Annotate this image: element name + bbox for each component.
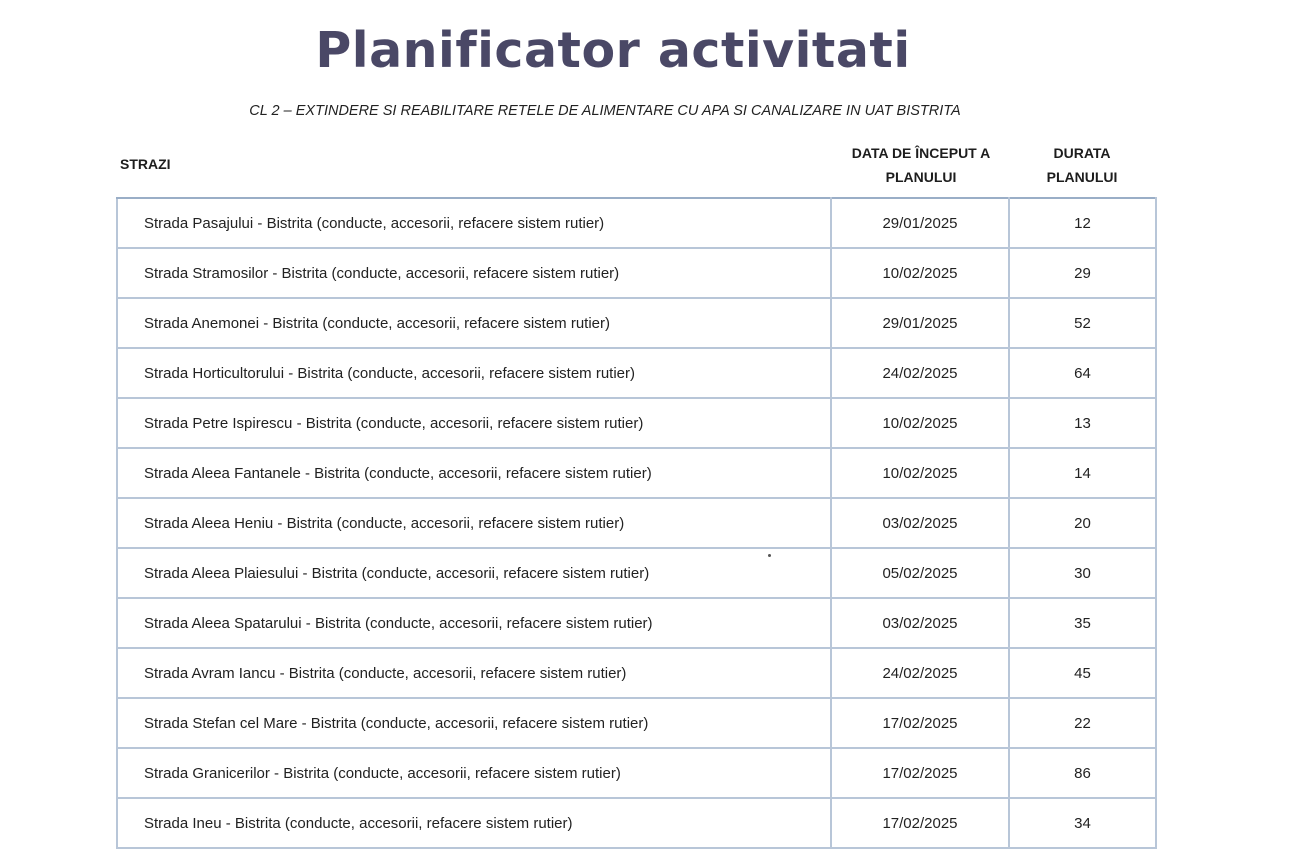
cell-strada: Strada Aleea Heniu - Bistrita (conducte, accesorii, refacere sistem rutier)	[117, 498, 831, 548]
cell-durata: 29	[1009, 248, 1156, 298]
cell-data-inceput: 17/02/2025	[831, 698, 1009, 748]
cell-strada: Strada Pasajului - Bistrita (conducte, accesorii, refacere sistem rutier)	[117, 198, 831, 248]
cell-durata: 12	[1009, 198, 1156, 248]
cell-durata: 13	[1009, 398, 1156, 448]
table-row	[117, 198, 1156, 248]
column-header-strazi-label: STRAZI	[120, 156, 171, 172]
table-row	[117, 748, 1156, 798]
table-row	[117, 448, 1156, 498]
activity-table-body	[117, 198, 1156, 848]
cell-strada: Strada Petre Ispirescu - Bistrita (conducte, accesorii, refacere sistem rutier)	[117, 398, 831, 448]
cell-durata: 45	[1009, 648, 1156, 698]
column-header-data-line1: DATA DE ÎNCEPUT A	[851, 145, 991, 161]
column-header-durata	[1010, 141, 1154, 189]
cell-data-inceput: 10/02/2025	[831, 448, 1009, 498]
cell-data-inceput: 24/02/2025	[831, 348, 1009, 398]
cell-data-inceput: 03/02/2025	[831, 498, 1009, 548]
column-header-durata-line1: DURATA	[1053, 145, 1111, 161]
column-header-strazi	[120, 152, 171, 176]
cell-strada: Strada Horticultorului - Bistrita (conducte, accesorii, refacere sistem rutier)	[117, 348, 831, 398]
table-row	[117, 798, 1156, 848]
cell-data-inceput: 03/02/2025	[831, 598, 1009, 648]
scan-speck	[768, 554, 771, 557]
table-row	[117, 498, 1156, 548]
column-header-data-line2: PLANULUI	[885, 169, 957, 185]
cell-data-inceput: 17/02/2025	[831, 798, 1009, 848]
page-subtitle: CL 2 – EXTINDERE SI REABILITARE RETELE DE ALIMENTARE CU APA SI CANALIZARE IN UAT BISTRITA	[249, 103, 961, 119]
cell-durata: 14	[1009, 448, 1156, 498]
table-row	[117, 548, 1156, 598]
table-row	[117, 248, 1156, 298]
cell-strada: Strada Stramosilor - Bistrita (conducte, accesorii, refacere sistem rutier)	[117, 248, 831, 298]
cell-durata: 52	[1009, 298, 1156, 348]
column-header-durata-line2: PLANULUI	[1046, 169, 1118, 185]
cell-data-inceput: 17/02/2025	[831, 748, 1009, 798]
cell-durata: 35	[1009, 598, 1156, 648]
cell-strada: Strada Aleea Fantanele - Bistrita (conducte, accesorii, refacere sistem rutier)	[117, 448, 831, 498]
cell-strada: Strada Granicerilor - Bistrita (conducte, accesorii, refacere sistem rutier)	[117, 748, 831, 798]
activity-table	[116, 197, 1157, 849]
cell-data-inceput: 29/01/2025	[831, 298, 1009, 348]
cell-data-inceput: 05/02/2025	[831, 548, 1009, 598]
cell-durata: 34	[1009, 798, 1156, 848]
cell-data-inceput: 24/02/2025	[831, 648, 1009, 698]
cell-strada: Strada Aleea Spatarului - Bistrita (conducte, accesorii, refacere sistem rutier)	[117, 598, 831, 648]
page-title: Planificator activitati	[315, 22, 911, 79]
table-row	[117, 398, 1156, 448]
table-row	[117, 348, 1156, 398]
table-row	[117, 648, 1156, 698]
cell-durata: 64	[1009, 348, 1156, 398]
cell-strada: Strada Stefan cel Mare - Bistrita (conducte, accesorii, refacere sistem rutier)	[117, 698, 831, 748]
cell-data-inceput: 29/01/2025	[831, 198, 1009, 248]
cell-strada: Strada Aleea Plaiesului - Bistrita (conducte, accesorii, refacere sistem rutier)	[117, 548, 831, 598]
table-row	[117, 298, 1156, 348]
table-row	[117, 698, 1156, 748]
cell-durata: 30	[1009, 548, 1156, 598]
cell-durata: 86	[1009, 748, 1156, 798]
cell-strada: Strada Avram Iancu - Bistrita (conducte, accesorii, refacere sistem rutier)	[117, 648, 831, 698]
cell-data-inceput: 10/02/2025	[831, 248, 1009, 298]
table-row	[117, 598, 1156, 648]
cell-strada: Strada Anemonei - Bistrita (conducte, accesorii, refacere sistem rutier)	[117, 298, 831, 348]
column-header-data-inceput	[832, 141, 1010, 189]
cell-durata: 22	[1009, 698, 1156, 748]
cell-strada: Strada Ineu - Bistrita (conducte, accesorii, refacere sistem rutier)	[117, 798, 831, 848]
cell-durata: 20	[1009, 498, 1156, 548]
cell-data-inceput: 10/02/2025	[831, 398, 1009, 448]
